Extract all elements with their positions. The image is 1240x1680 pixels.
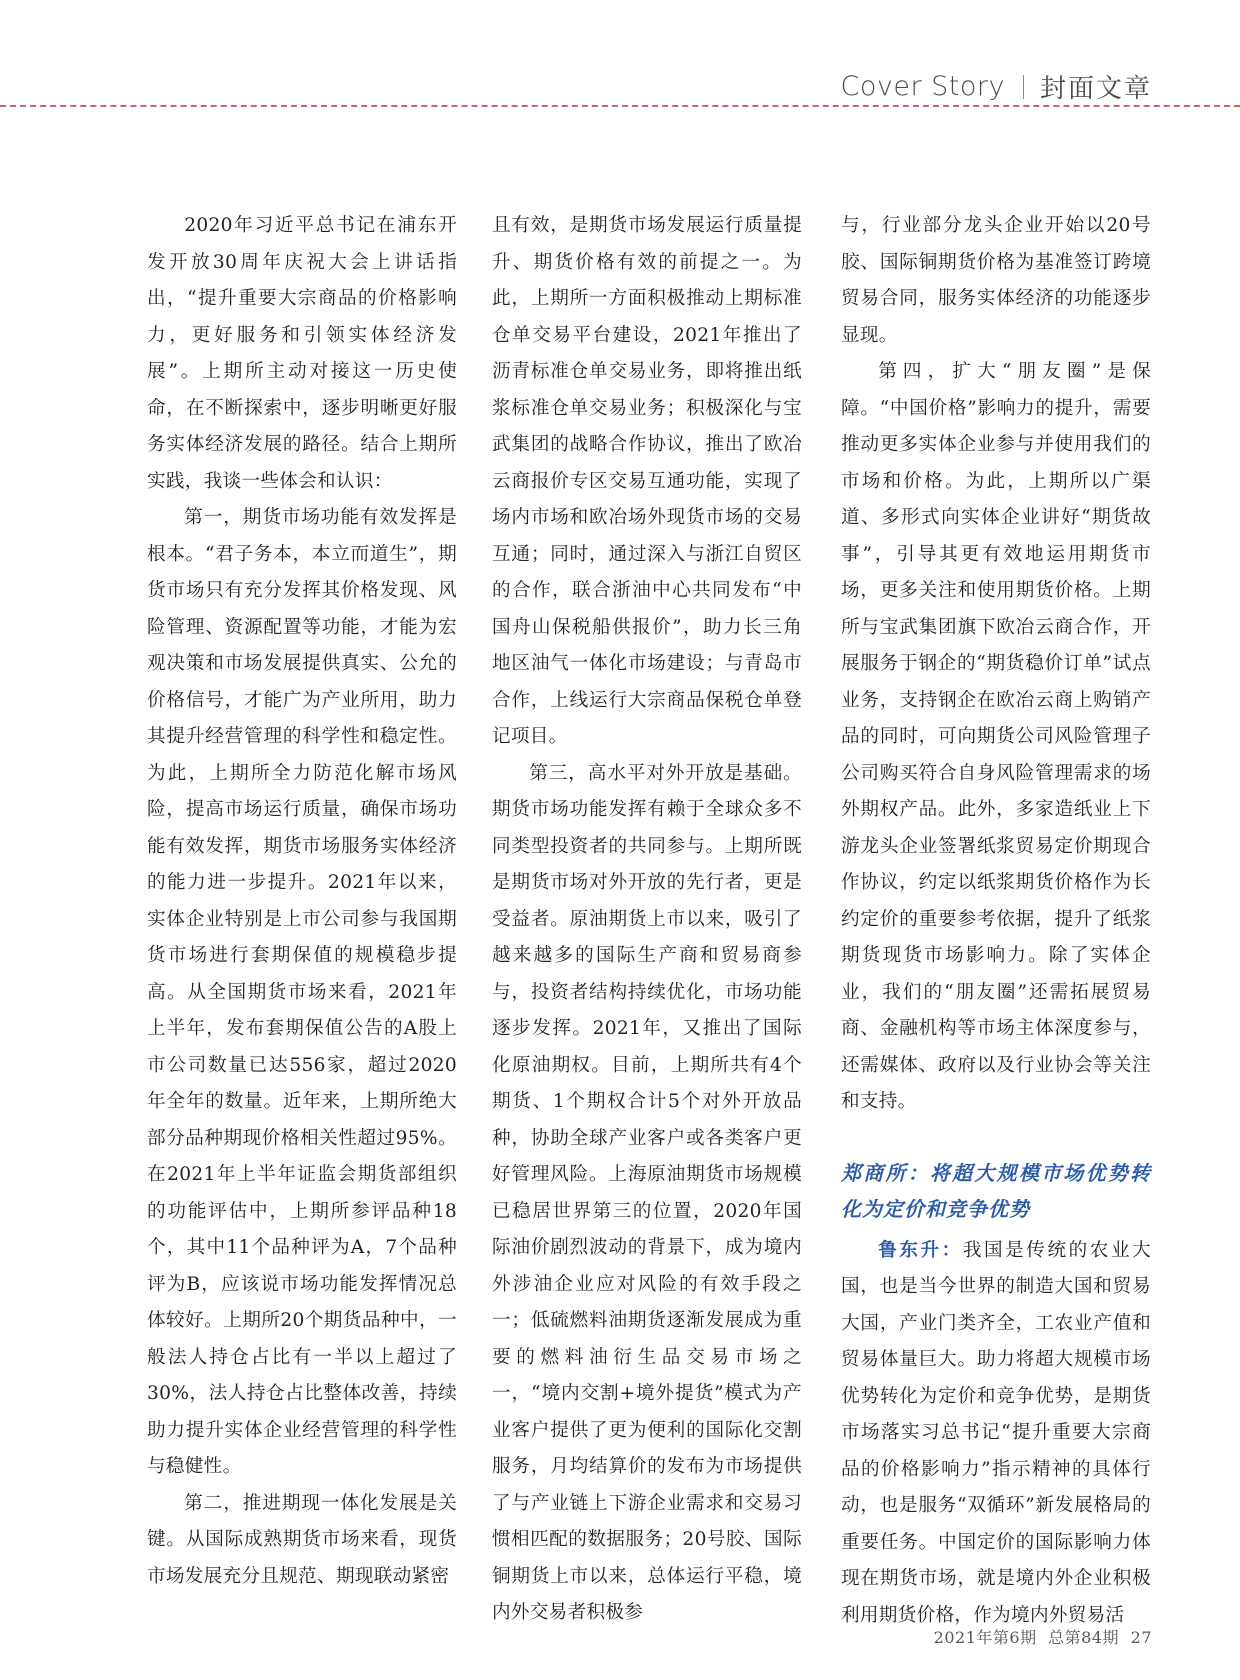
paragraph: 第四，扩大“朋友圈”是保障。“中国价格”影响力的提升，需要推动更多实体企业参与并使用我们的市场和价格。为此，上期所以广渠道、多形式向实体企业讲好“期货故事”，引导其更有效地运用期货市场，更多关注和使用期货价格。上期所与宝武集团旗下欧冶云商合作，开展服务于钢企的“期货稳价订单”试点业务，支持钢企在欧冶云商上购销产品的同时，可向期货公司风险管理子公司购买符合自身风险管理需求的场外期权产品。此外，多家造纸业上下游龙头企业签署纸浆贸易定价期现合作协议，约定以纸浆期货价格作为长约定价的重要参考依据，提升了纸浆期货现货市场影响力。除了实体企业，我们的“朋友圈”还需拓展贸易商、金融机构等市场主体深度参与，还需媒体、政府以及行业协会等关注和支持。	[841, 361, 1151, 1112]
paragraph: 第一，期货市场功能有效发挥是根本。“君子务本，本立而道生”，期货市场只有充分发挥其价格发现、风险管理、资源配置等功能，才能为宏观决策和市场发展提供真实、公允的价格信号，才能广为产业所用，助力其提升经营管理的科学性和稳定性。为此，上期所全力防范化解市场风险，提高市场运行质量，确保市场功能有效发挥，期货市场服务实体经济的能力进一步提升。2021年以来，实体企业特别是上市公司参与我国期货市场进行套期保值的规模稳步提高。从全国期货市场来看，2021年上半年，发布套期保值公告的A股上市公司数量已达556家，超过2020年全年的数量。近年来，上期所绝大部分品种期现价格相关性超过95%。在2021年上半年证监会期货部组织的功能评估中，上期所参评品种18个，其中11个品种评为A，7个品种评为B，应该说市场功能发挥情况总体较好。上期所20个期货品种中，一般法人持仓占比有一半以上超过了30%，法人持仓占比整体改善，持续助力提升实体企业经营管理的科学性与稳健性。	[147, 507, 457, 1477]
paragraph: 第二，推进期现一体化发展是关键。从国际成熟期货市场来看，现货市场发展充分且规范、期现联动紧密	[147, 1492, 457, 1587]
page-number: 27	[1130, 1628, 1152, 1647]
column-3	[841, 208, 1151, 1634]
page-footer	[928, 1625, 1152, 1648]
issue-number: 2021年第6期	[933, 1628, 1037, 1647]
paragraph: 第三，高水平对外开放是基础。期货市场功能发挥有赖于全球众多不同类型投资者的共同参与。上期所既是期货市场对外开放的先行者，更是受益者。原油期货上市以来，吸引了越来越多的国际生产商和贸易商参与，投资者结构持续优化，市场功能逐步发挥。2021年，又推出了国际化原油期权。目前，上期所共有4个期货、1个期权合计5个对外开放品种，协助全球产业客户或各类客户更好管理风险。上海原油期货市场规模已稳居世界第三的位置，2020年国际油价剧烈波动的背景下，成为境内外涉油企业应对风险的有效手段之一；低硫燃料油期货逐渐发展成为重要的燃料油衍生品交易市场之一，“境内交割+境外提货”模式为产业客户提供了更为便利的国际化交割服务，月均结算价的发布为市场提供了与产业链上下游企业需求和交易习惯相匹配的数据服务；20号胶、国际铜期货上市以来，总体运行平稳，境内外交易者积极参	[492, 762, 802, 1623]
speaker-name: 鲁东升：	[878, 1239, 963, 1261]
paragraph	[841, 1233, 1151, 1635]
section-heading: 郑商所：将超大规模市场优势转化为定价和竞争优势	[841, 1160, 1151, 1221]
paragraph-text: 我国是传统的农业大国，也是当今世界的制造大国和贸易大国，产业门类齐全，工农业产值和贸易体量巨大。助力将超大规模市场优势转化为定价和竞争优势，是期货市场落实习总书记“提升重要大宗商品的价格影响力”指示精神的具体行动，也是服务“双循环”新发展格局的重要任务。中国定价的国际影响力体现在期货市场，就是境内外企业积极利用期货价格，作为境内外贸易活	[841, 1239, 1151, 1626]
column-2	[492, 208, 802, 1632]
page-header	[0, 62, 1240, 108]
paragraph: 与，行业部分龙头企业开始以20号胶、国际铜期货价格为基准签订跨境贸易合同，服务实体经济的功能逐步显现。	[841, 215, 1151, 346]
header-divider	[1023, 75, 1024, 99]
total-issue-number: 总第84期	[1048, 1628, 1120, 1647]
section-title-cn: 封面文章	[1039, 74, 1152, 104]
section-title-en: Cover Story	[840, 71, 1005, 102]
header-dashed-rule	[0, 105, 1240, 107]
paragraph: 且有效，是期货市场发展运行质量提升、期货价格有效的前提之一。为此，上期所一方面积极推动上期标准仓单交易平台建设，2021年推出了沥青标准仓单交易业务，即将推出纸浆标准仓单交易业务；积极深化与宝武集团的战略合作协议，推出了欧冶云商报价专区交易互通功能，实现了场内市场和欧冶场外现货市场的交易互通；同时，通过深入与浙江自贸区的合作，联合浙油中心共同发布“中国舟山保税船供报价”，助力长三角地区油气一体化市场建设；与青岛市合作，上线运行大宗商品保税仓单登记项目。	[492, 215, 802, 747]
section-label	[841, 68, 1152, 105]
column-1	[147, 208, 457, 1595]
paragraph: 2020年习近平总书记在浦东开发开放30周年庆祝大会上讲话指出，“提升重要大宗商品的价格影响力，更好服务和引领实体经济发展”。上期所主动对接这一历史使命，在不断探索中，逐步明晰更好服务实体经济发展的路径。结合上期所实践，我谈一些体会和认识：	[147, 215, 457, 492]
